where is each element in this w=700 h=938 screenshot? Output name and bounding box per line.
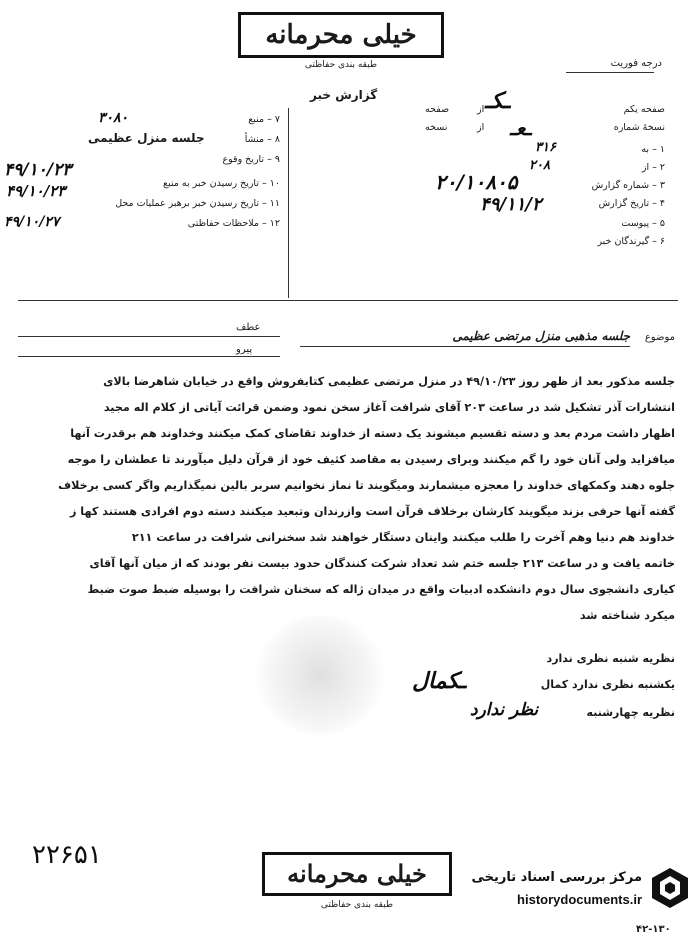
stamp-caption: طبقه بندی حفاظتی <box>320 900 394 910</box>
reference-atf-label: عطف <box>236 322 261 333</box>
peyro-line <box>18 356 280 357</box>
receipt-date-value: ۴۹/۱۰/۲۳ <box>6 182 66 200</box>
page-from: از <box>477 104 485 115</box>
page-word: صفحه <box>425 104 450 115</box>
field-label: منشأ <box>244 134 265 145</box>
header-bottom-rule <box>18 300 678 301</box>
atf-line <box>18 336 280 337</box>
from-value: ۲۰۸ <box>529 158 550 173</box>
field-label: تاریخ رسیدن خبر برهبر عملیات محل <box>115 198 259 209</box>
handwritten-signature: ـکمال <box>412 668 467 694</box>
body-line: انتشارات آذر تشکیل شد در ساعت ۲۰۳ آقای شرافت آغاز سخن نمود وضمن قرائت آیاتی از کلام اله مجید <box>103 401 675 414</box>
watermark-logo-icon <box>650 866 690 910</box>
right-header-fields: صفحه یکم از صفحه ـکـ نسخهٔ شماره از نسخه ـعـ ۱ – به ۳۱۶ ۲ – از ۲۰۸ ۳ – شماره گزارش ۲۰/۱۰۸۰۵ ۴ – تاریخ گزارش ۴۹/۱۱/۲ ۵ – پیوست ۶ – گیرندگان خبر <box>425 88 665 247</box>
reference-peyro-label: پیرو <box>236 344 253 355</box>
occurrence-date-value: ۴۹/۱۰/۲۳ <box>4 160 72 180</box>
handwritten-page-mark: ـکـ <box>485 88 511 114</box>
watermark <box>460 862 690 922</box>
handwritten-copy-mark: ـعـ <box>510 116 532 140</box>
origin-value: جلسه منزل عظیمی <box>88 131 205 145</box>
body-line: گفته آنها حرفی بزند میگویند کارشان برخلاف قرآن است وازرندان وتبعید میکنند دسته دوم افرادی هستند کها ز <box>69 505 675 518</box>
faded-seal-smudge <box>255 615 385 735</box>
security-note-value: ۴۹/۱۰/۲۷ <box>4 214 60 230</box>
to-value: ۳۱۶ <box>535 140 556 155</box>
page-code: ۴۲-۱۳۰ <box>636 924 671 935</box>
stamp-text: خیلی محرمانه <box>238 12 444 58</box>
field-label: ملاحظات حفاظتی <box>187 218 259 229</box>
priority-underline <box>566 72 654 73</box>
field-label: به <box>641 144 650 155</box>
field-label: گیرندگان خبر <box>597 236 650 247</box>
opinion-saturday: نظریه شنبه نظری ندارد <box>546 652 675 665</box>
subject-value: جلسه مذهبی منزل مرتضی عظیمی <box>452 329 630 343</box>
body-line: اظهار داشت مردم بعد و دسته تقسیم میشوند یک دسته از خداوند تقاضای کمک میکنند وخداوند هم برقدرت آنها <box>70 427 675 440</box>
opinion-sunday: یکشنبه نظری ندارد کمال <box>540 678 675 691</box>
body-line: جلسه مذکور بعد از ظهر روز ۴۹/۱۰/۲۳ در منزل مرتضی عظیمی کتابفروش واقع در خیابان شاهرضا بالای <box>103 375 675 388</box>
copy-from: از <box>477 122 485 133</box>
field-label: منبع <box>248 114 265 125</box>
report-number-value: ۲۰/۱۰۸۰۵ <box>435 170 518 194</box>
handwritten-archive-number: ۲۲۶۵۱ <box>32 840 102 870</box>
stamp-text: خیلی محرمانه <box>262 852 452 896</box>
copy-row: نسخهٔ شماره <box>613 122 665 133</box>
subject-label: موضوع <box>644 332 675 343</box>
field-label: تاریخ وقوع <box>222 154 265 165</box>
bottom-classification-stamp <box>262 852 452 910</box>
report-date-value: ۴۹/۱۱/۲ <box>480 194 542 215</box>
field-label: تاریخ رسیدن خبر به منبع <box>163 178 259 189</box>
stamp-caption: طبقه بندی حفاظتی <box>304 60 378 70</box>
body-line: کیاری دانشجوی سال دوم دانشکده ادبیات واقع در میدان ژاله که سخنان شرافت را بوسیله ضبط صوت ضبط <box>87 583 675 596</box>
watermark-title: مرکز بررسی اسناد تاریخی <box>471 870 642 885</box>
opinion-wednesday-value: نظر ندارد <box>470 700 539 720</box>
report-title: گزارش خبر <box>310 88 378 102</box>
field-label: از <box>641 162 650 173</box>
watermark-url: historydocuments.ir <box>517 892 642 907</box>
field-label: تاریخ گزارش <box>598 198 650 209</box>
source-value: ۳۰۸۰ <box>98 110 129 126</box>
left-header-fields: ۷ – منبع ۳۰۸۰ ۸ – منشأ جلسه منزل عظیمی ۹ – تاریخ وقوع ۴۹/۱۰/۲۳ ۱۰ – تاریخ رسیدن خبر به منبع ۴۹/۱۰/۲۳ ۱۱ – تاریخ رسیدن خبر برهبر عملیات محل ۱۲ – ملاحظات حفاظتی ۴۹/۱۰/۲۷ <box>4 110 280 230</box>
opinion-wednesday-label: نظریه چهارشنبه <box>586 706 675 719</box>
top-classification-stamp <box>238 12 444 70</box>
body-line: خداوند هم دنیا وهم آخرت را طلب میکنند واینان دستگار خواهند شد سخنرانی شرافت در ساعت ۲۱۱ <box>131 531 675 544</box>
field-label: شماره گزارش <box>591 180 650 191</box>
field-label: پیوست <box>621 218 650 229</box>
body-line: میافزاید ولی آنان خود را گم میکنند وبرای رسیدن به مقاصد کثیف خود از قرآن دلیل میآورند تا عطشان را موجه <box>67 453 675 466</box>
body-line: جلوه دهند وکمکهای خداوند را معجزه میشمارند ومیگویند تا نماز نخوانیم سربر بالین نمیگذاریم واگر کسی برخلاف <box>58 479 675 492</box>
header-divider <box>288 108 289 298</box>
subject-underline <box>300 346 630 347</box>
copy-word: نسخه <box>425 122 448 133</box>
page-row: صفحه یکم <box>623 104 665 115</box>
body-line: خاتمه یافت و در ساعت ۲۱۳ جلسه ختم شد تعداد شرکت کنندگان حدود بیست نفر بودند که از میان آنها آقای <box>89 557 675 570</box>
priority-label: درجه فوریت <box>610 58 662 69</box>
body-line: میکرد شناخته شد <box>579 609 675 622</box>
